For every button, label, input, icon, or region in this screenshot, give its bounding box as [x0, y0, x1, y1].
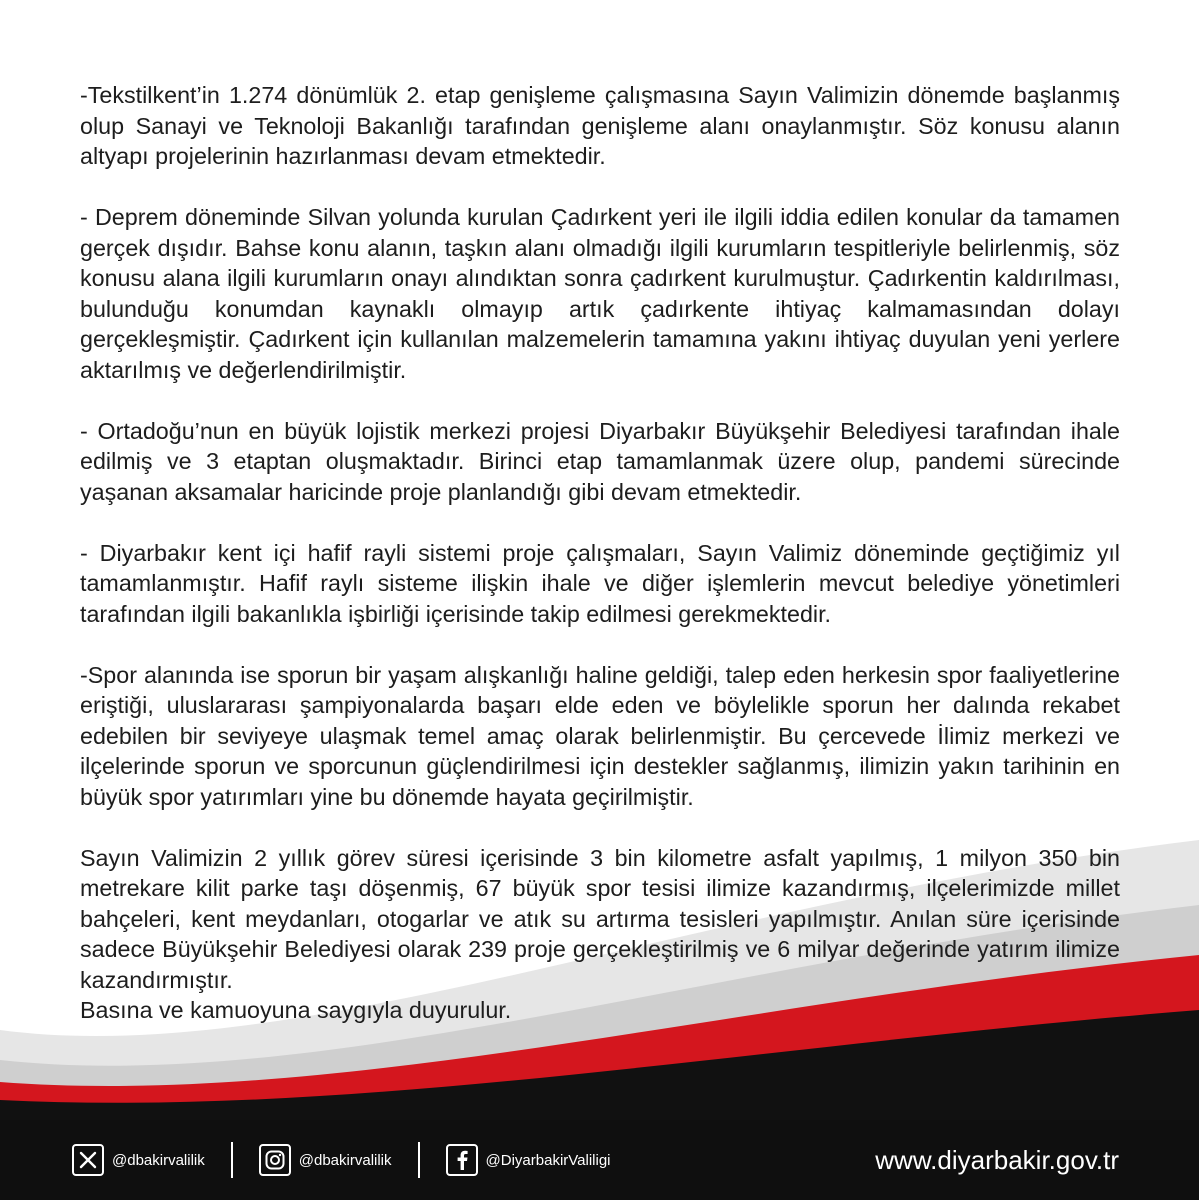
paragraph-sports: -Spor alanında ise sporun bir yaşam alışkanlığı haline geldiği, talep eden herkesin spor faaliyetlerine eriştiği, uluslararası şampiyonalarda başarı elde eden ve böylelikle sporun her dalında rekabet edebilen bir seviyeye ulaşmak temel amaç olarak belirlenmiştir. Bu çercevede İlimiz merkezi ve ilçelerinde sporun ve sporcunun güçlendirilmesi için destekler sağlanmış, ilimizin yakın tarihinin en büyük spor yatırımları yine bu dönemde hayata geçirilmiştir.	[80, 661, 1120, 810]
divider	[418, 1142, 420, 1178]
instagram-handle: @dbakirvalilik	[298, 1151, 392, 1169]
social-links	[72, 1142, 637, 1178]
divider	[231, 1142, 233, 1178]
facebook-handle: @DiyarbakirValiligi	[485, 1151, 611, 1169]
paragraph-logistics: - Ortadoğu’nun en büyük lojistik merkezi projesi Diyarbakır Büyükşehir Belediyesi tarafından ihale edilmiş ve 3 etaptan oluşmaktadır. Birinci etap tamamlanmak üzere olup, pandemi sürecinde yaşanan aksamalar haricinde proje planlandığı gibi devam etmektedir.	[80, 417, 1120, 505]
x-handle: @dbakirvalilik	[112, 1151, 205, 1169]
instagram-icon	[259, 1144, 291, 1176]
footer-bar	[0, 1120, 1199, 1200]
x-icon	[72, 1144, 104, 1176]
paragraph-light-rail: - Diyarbakır kent içi hafif rayli sistemi proje çalışmaları, Sayın Valimiz döneminde geçtiğimiz yıl tamamlanmıştır. Hafif raylı sisteme ilişkin ihale ve diğer işlemlerin mevcut belediye yönetimleri tarafından ilgili bakanlıkla işbirliği içerisinde takip edilmesi gerekmektedir.	[80, 539, 1120, 627]
facebook-link[interactable]	[446, 1144, 611, 1176]
website-link[interactable]: www.diyarbakir.gov.tr	[875, 1145, 1119, 1175]
paragraph-cadirkent: - Deprem döneminde Silvan yolunda kurulan Çadırkent yeri ile ilgili iddia edilen konular da tamamen gerçek dışıdır. Bahse konu alanın, taşkın alanı olmadığı ilgili kurumların tespitleriyle belirlenmiş, söz konusu alana ilgili kurumların onayı alındıktan sonra çadırkent kurulmuştur. Çadırkentin kaldırılması, bulunduğu konumdan kaynaklı olmayıp artık çadırkente ihtiyaç kalmamasından dolayı gerçekleşmiştir. Çadırkent için kullanılan malzemelerin tamamına yakını ihtiyaç duyulan yeni yerlere aktarılmış ve değerlendirilmiştir.	[80, 204, 1120, 383]
facebook-icon	[446, 1144, 478, 1176]
x-link[interactable]	[72, 1144, 205, 1176]
paragraph-investments: Sayın Valimizin 2 yıllık görev süresi içerisinde 3 bin kilometre asfalt yapılmış, 1 milyon 350 bin metrekare kilit parke taşı döşenmiş, 67 büyük spor tesisi ilimize kazandırmış, ilçelerimizde millet bahçeleri, kent meydanları, otogarlar ve atık su artırma tesisleri yapılmıştır. Anılan süre içerisinde sadece Büyükşehir Belediyesi olarak 239 proje gerçekleştirilmiş ve 6 milyar değerinde yatırım ilimize kazandırmıştır.	[80, 844, 1120, 993]
paragraph-tekstilkent: -Tekstilkent’in 1.274 dönümlük 2. etap genişleme çalışmasına Sayın Valimizin dönemde başlanmış olup Sanayi ve Teknoloji Bakanlığı tarafından genişleme alanı onaylanmıştır. Söz konusu alanın altyapı projelerinin hazırlanması devam etmektedir.	[80, 82, 1120, 169]
closing-line: Basına ve kamuoyuna saygıyla duyurulur.	[80, 997, 512, 1023]
instagram-link[interactable]	[259, 1144, 392, 1176]
statement-text	[80, 80, 1120, 1026]
